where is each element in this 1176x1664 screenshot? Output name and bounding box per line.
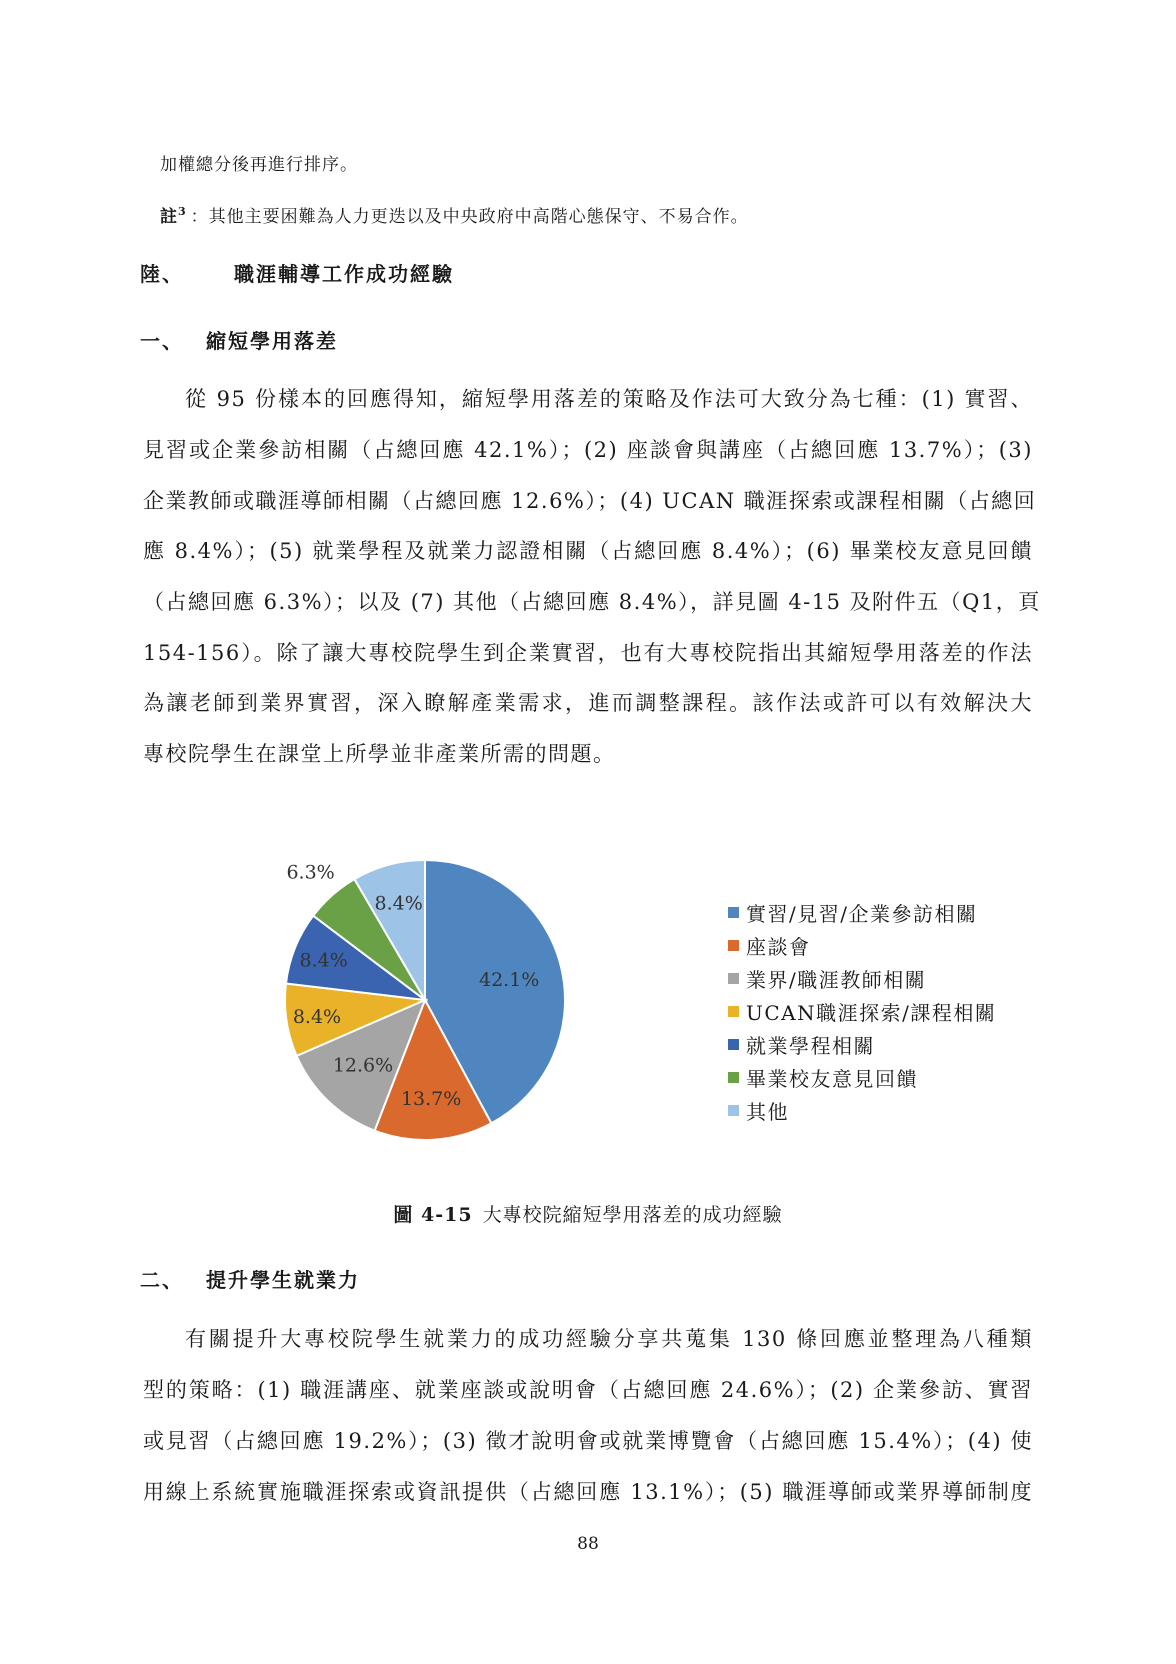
para1-line-4: 應 8.4%）；(5) 就業學程及就業力認證相關（占總回應 8.4%）；(6) 畢業校友意見回饋 xyxy=(143,539,1033,563)
page-number: 88 xyxy=(577,1534,599,1554)
note-superscript: 3 xyxy=(178,205,187,219)
footnote-3 xyxy=(160,202,749,227)
section-heading xyxy=(140,258,454,287)
legend-label: 畢業校友意見回饋 xyxy=(746,1067,918,1091)
para2-line-2: 型的策略：(1) 職涯講座、就業座談或說明會（占總回應 24.6%）；(2) 企業參訪、實習 xyxy=(143,1378,1033,1402)
legend-swatch xyxy=(728,907,739,918)
legend-label: UCAN職涯探索/課程相關 xyxy=(746,1001,997,1025)
note-label: 註 xyxy=(160,207,178,227)
figure-caption xyxy=(0,1200,1176,1227)
legend-label: 實習/見習/企業參訪相關 xyxy=(746,902,978,926)
subsection-2-number: 二、 xyxy=(140,1268,184,1292)
subsection-2-title: 提升學生就業力 xyxy=(206,1268,360,1292)
figure-title: 大專校院縮短學用落差的成功經驗 xyxy=(482,1204,783,1226)
section-number: 陸、 xyxy=(140,262,184,286)
section-title: 職涯輔導工作成功經驗 xyxy=(234,262,454,286)
pie-data-label: 6.3% xyxy=(286,861,335,884)
pie-data-label: 42.1% xyxy=(478,968,540,991)
legend-item xyxy=(728,896,996,929)
para1-line-7: 為讓老師到業界實習，深入瞭解產業需求，進而調整課程。該作法或許可以有效解決大 xyxy=(143,691,1033,715)
pie-data-label: 8.4% xyxy=(299,949,348,972)
subsection-2-heading xyxy=(140,1264,360,1293)
para2-line-4: 用線上系統實施職涯探索或資訊提供（占總回應 13.1%）；(5) 職涯導師或業界導師制度 xyxy=(143,1480,1033,1504)
para1-line-5: （占總回應 6.3%）；以及 (7) 其他（占總回應 8.4%），詳見圖 4-15 及附件五（Q1，頁 xyxy=(143,590,1041,614)
legend-label: 其他 xyxy=(746,1100,789,1124)
para1-line-8: 專校院學生在課堂上所學並非產業所需的問題。 xyxy=(143,742,616,766)
para1-line-2: 見習或企業參訪相關（占總回應 42.1%）；(2) 座談會與講座（占總回應 13.7%）；(3) xyxy=(143,438,1033,462)
para2-line-1: 有關提升大專校院學生就業力的成功經驗分享共蒐集 130 條回應並整理為八種類 xyxy=(185,1327,1033,1351)
legend-swatch xyxy=(728,1072,739,1083)
legend-swatch xyxy=(728,940,739,951)
legend-swatch xyxy=(728,1105,739,1116)
legend-item xyxy=(728,929,996,962)
legend-label: 業界/職涯教師相關 xyxy=(746,968,927,992)
legend-label: 就業學程相關 xyxy=(746,1034,875,1058)
legend-item xyxy=(728,1061,996,1094)
note-separator: ： xyxy=(190,207,209,227)
para1-line-1: 從 95 份樣本的回應得知，縮短學用落差的策略及作法可大致分為七種：(1) 實習、 xyxy=(185,387,1033,411)
intro-line: 加權總分後再進行排序。 xyxy=(160,155,358,175)
legend-item xyxy=(728,1028,996,1061)
figure-label: 圖 4-15 xyxy=(393,1204,473,1226)
pie-data-label: 12.6% xyxy=(332,1054,394,1077)
legend-label: 座談會 xyxy=(746,935,811,959)
note-text: 其他主要困難為人力更迭以及中央政府中高階心態保守、不易合作。 xyxy=(208,207,749,227)
chart-legend xyxy=(728,896,996,1127)
pie-data-label: 13.7% xyxy=(400,1087,462,1110)
pie-chart xyxy=(270,845,580,1155)
legend-swatch xyxy=(728,1039,739,1050)
pie-data-label: 8.4% xyxy=(292,1005,342,1028)
para2-line-3: 或見習（占總回應 19.2%）；(3) 徵才說明會或就業博覽會（占總回應 15.4%）；(4) 使 xyxy=(143,1429,1033,1453)
pie-data-label: 8.4% xyxy=(374,892,423,915)
subsection-1-number: 一、 xyxy=(140,329,184,353)
legend-item xyxy=(728,995,996,1028)
para1-line-3: 企業教師或職涯導師相關（占總回應 12.6%）；(4) UCAN 職涯探索或課程相關（占總回 xyxy=(143,489,1037,513)
para1-line-6: 154-156）。除了讓大專校院學生到企業實習，也有大專校院指出其縮短學用落差的作法 xyxy=(143,641,1033,665)
legend-swatch xyxy=(728,1006,739,1017)
legend-item xyxy=(728,962,996,995)
legend-swatch xyxy=(728,973,739,984)
subsection-1-heading xyxy=(140,325,338,354)
subsection-1-title: 縮短學用落差 xyxy=(206,329,338,353)
legend-item xyxy=(728,1094,996,1127)
